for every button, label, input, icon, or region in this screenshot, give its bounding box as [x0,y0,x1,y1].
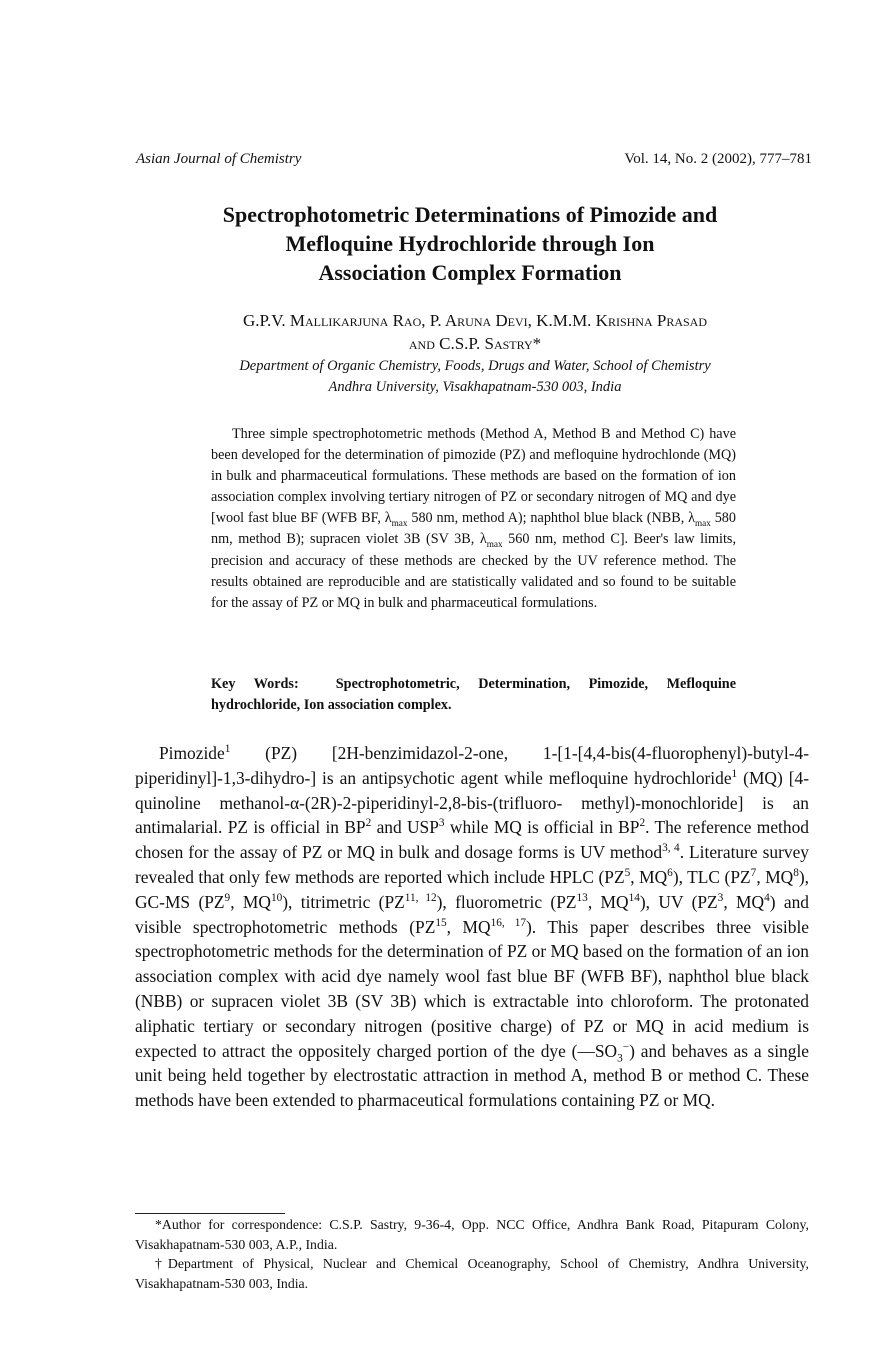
keywords-label: Key Words: [211,676,299,692]
affiliation-line: Department of Organic Chemistry, Foods, Drugs and Water, School of Chemistry [239,358,711,374]
footnote-rule [135,1213,285,1214]
footnote-correspondence: *Author for correspondence: C.S.P. Sastry, 9-36-4, Opp. NCC Office, Andhra Bank Road, Pitapuram Colony, Visakhapatnam-530 003, A.P., India. [135,1217,809,1252]
affiliation-line: Andhra University, Visakhapatnam-530 003, India [328,379,622,395]
article-title [150,200,790,287]
abstract: Three simple spectrophotometric methods (Method A, Method B and Method C) have been developed for the determination of pimozide (PZ) and mefloquine hydrochlonde (MQ) in bulk and pharmaceutical formulations. These methods are based on the formation of ion association complex involving tertiary nitrogen of PZ or secondary nitrogen of MQ and dye [wool fast blue BF (WFB BF, $\lambda_{max}$ 580 nm, method A); naphthol blue black (NBB, $\lambda_{max}$ 580 nm, method B); supracen violet 3B (SV 3B, $\lambda_{max}$ 560 nm, method C]. Beer's law limits, precision and accuracy of these methods are checked by the UV reference method. The results obtained are reproducible and are statistically validated and so found to be suitable for the assay of PZ or MQ in bulk and pharmaceutical formulations. [211,426,737,611]
footnotes [135,1215,809,1293]
authors-line: and C.S.P. Sastry* [408,334,542,353]
affiliation [150,356,800,398]
journal-name: Asian Journal of Chemistry [136,151,302,167]
authors-line: G.P.V. Mallikarjuna Rao, P. Aruna Devi, K.M.M. Krishna Prasad [242,311,708,330]
title-line: Mefloquine Hydrochloride through Ion [285,231,655,256]
keywords [211,674,736,716]
author-list [120,309,830,355]
running-header [136,151,812,173]
footnote-dagger: †Department of Physical, Nuclear and Chemical Oceanography, School of Chemistry, Andhra University, Visakhapatnam-530 003, India. [135,1256,809,1291]
keywords-text: Spectrophotometric, Determination, Pimozide, Mefloquine hydrochloride, Ion association complex. [211,676,736,714]
body-paragraph: Pimozide$^1$ (PZ) [2H-benzimidazol-2-one, 1-[1-[4,4-bis(4-fluorophenyl)-butyl-4-piperidinyl]-1,3-dihydro-] is an antipsychotic agent while mefloquine hydrochloride$^1$ (MQ) [4-quinoline methanol-α-(2R)-2-piperidinyl-2,8-bis-(trifluoro- methyl)-monochloride] is an antimalarial. PZ is official in $BP^2$ and USP$^3$ while MQ is official in $BP^2$. The reference method chosen for the assay of PZ or MQ in bulk and dosage forms is UV method$^{3, 4}$. Literature survey revealed that only few methods are reported which include HPLC ($PZ^5$, $MQ^6$), TLC ($PZ^7$, $MQ^8$), GC-MS ($PZ^9$, MQ$^{10}$), titrimetric (PZ$^{11, 12}$), fluorometric (PZ$^{13}$, MQ$^{14}$), UV ($PZ^3$, $MQ^4$) and visible spectrophotometric methods (PZ$^{15}$, MQ$^{16, 17}$). This paper describes three visible spectrophotometric methods for the determination of PZ or MQ based on the formation of an ion association complex with acid dye namely wool fast blue BF (WFB BF), naphthol blue black (NBB) or supracen violet 3B (SV 3B) which is extractable into chloroform. The protonated aliphatic tertiary or secondary nitrogen (positive charge) of PZ or MQ in acid medium is expected to attract the oppositely charged portion of the dye $(—SO_3^-)$ and behaves as a single unit being held together by electrostatic attraction in method A, method B or method C. These methods have been extended to pharmaceutical formulations containing PZ or MQ. [135,743,810,1111]
title-line: Association Complex Formation [318,260,622,285]
volume-info: Vol. 14, No. 2 (2002), 777–781 [624,151,812,167]
title-line: Spectrophotometric Determinations of Pimozide and [222,202,718,227]
